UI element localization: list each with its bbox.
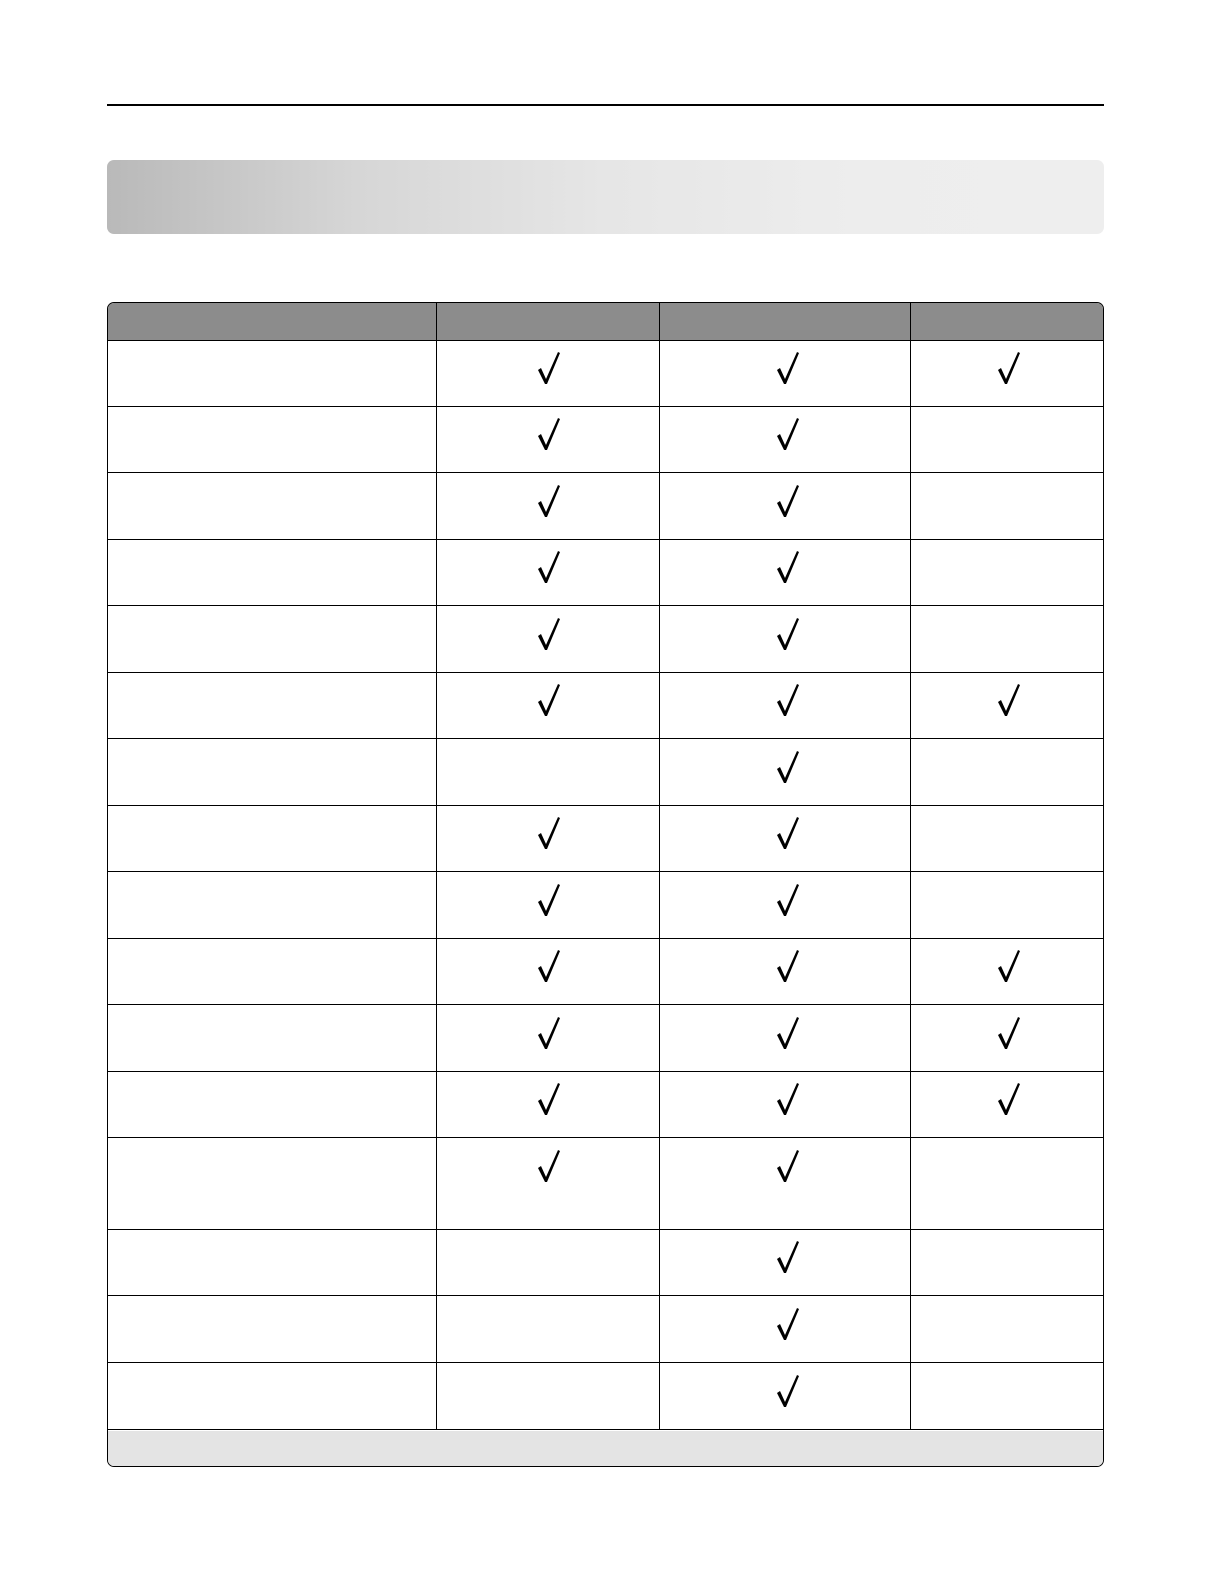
- row-label: [108, 1230, 436, 1295]
- checkmark-icon: [775, 1148, 801, 1184]
- checkmark-icon: [775, 815, 801, 851]
- checkmark-icon: [536, 1148, 562, 1184]
- row-label: [108, 1297, 436, 1362]
- checkmark-icon: [775, 1373, 801, 1409]
- checkmark-icon: [775, 882, 801, 918]
- row-label: [108, 540, 436, 605]
- table-row: [108, 873, 1103, 939]
- checkmark-icon: [775, 1081, 801, 1117]
- checkmark-icon: [775, 1015, 801, 1051]
- checkmark-icon: [775, 749, 801, 785]
- table-row: [108, 540, 1103, 606]
- checkmark-icon: [775, 1239, 801, 1275]
- column-divider: [659, 303, 660, 1430]
- table-row: [108, 1297, 1103, 1363]
- row-label: [108, 1072, 436, 1137]
- checkmark-icon: [775, 1306, 801, 1342]
- table-row: [108, 939, 1103, 1005]
- checkmark-icon: [775, 948, 801, 984]
- header-cell-col3: [911, 303, 1103, 340]
- header-cell-col1: [437, 303, 659, 340]
- row-label: [108, 607, 436, 672]
- checkmark-icon: [536, 350, 562, 386]
- row-label: [108, 1364, 436, 1429]
- table-row: [108, 1230, 1103, 1296]
- checkmark-icon: [536, 1015, 562, 1051]
- table-row: [108, 341, 1103, 407]
- table-row: [108, 740, 1103, 806]
- checkmark-icon: [996, 948, 1022, 984]
- table-footer: [108, 1431, 1103, 1466]
- row-label: [108, 1139, 436, 1229]
- checkmark-icon: [536, 682, 562, 718]
- checkmark-icon: [536, 815, 562, 851]
- table-row: [108, 1072, 1103, 1138]
- row-label: [108, 673, 436, 738]
- table-row: [108, 1364, 1103, 1430]
- column-divider: [910, 303, 911, 1430]
- row-label: [108, 740, 436, 805]
- checkmark-icon: [536, 1081, 562, 1117]
- table-row: [108, 1139, 1103, 1230]
- checkmark-icon: [536, 882, 562, 918]
- checkmark-icon: [996, 682, 1022, 718]
- table-row: [108, 1006, 1103, 1072]
- checkmark-icon: [536, 948, 562, 984]
- header-cell-feature: [108, 303, 436, 340]
- table-row: [108, 407, 1103, 473]
- header-cell-col2: [660, 303, 910, 340]
- checkmark-icon: [775, 616, 801, 652]
- checkmark-icon: [996, 350, 1022, 386]
- table-row: [108, 673, 1103, 739]
- table-row: [108, 607, 1103, 673]
- row-label: [108, 939, 436, 1004]
- row-label: [108, 1006, 436, 1071]
- checkmark-icon: [536, 549, 562, 585]
- row-label: [108, 474, 436, 539]
- checkmark-icon: [536, 483, 562, 519]
- row-label: [108, 806, 436, 871]
- table-header: [108, 303, 1103, 341]
- row-label: [108, 873, 436, 938]
- section-banner: [107, 160, 1104, 234]
- top-rule: [107, 104, 1104, 106]
- checkmark-icon: [996, 1015, 1022, 1051]
- checkmark-icon: [996, 1081, 1022, 1117]
- row-label: [108, 407, 436, 472]
- checkmark-icon: [775, 483, 801, 519]
- comparison-table: [107, 302, 1104, 1467]
- table-row: [108, 474, 1103, 540]
- column-divider: [436, 303, 437, 1430]
- checkmark-icon: [536, 416, 562, 452]
- row-label: [108, 341, 436, 406]
- checkmark-icon: [775, 350, 801, 386]
- checkmark-icon: [775, 682, 801, 718]
- checkmark-icon: [775, 416, 801, 452]
- table-row: [108, 806, 1103, 872]
- checkmark-icon: [536, 616, 562, 652]
- checkmark-icon: [775, 549, 801, 585]
